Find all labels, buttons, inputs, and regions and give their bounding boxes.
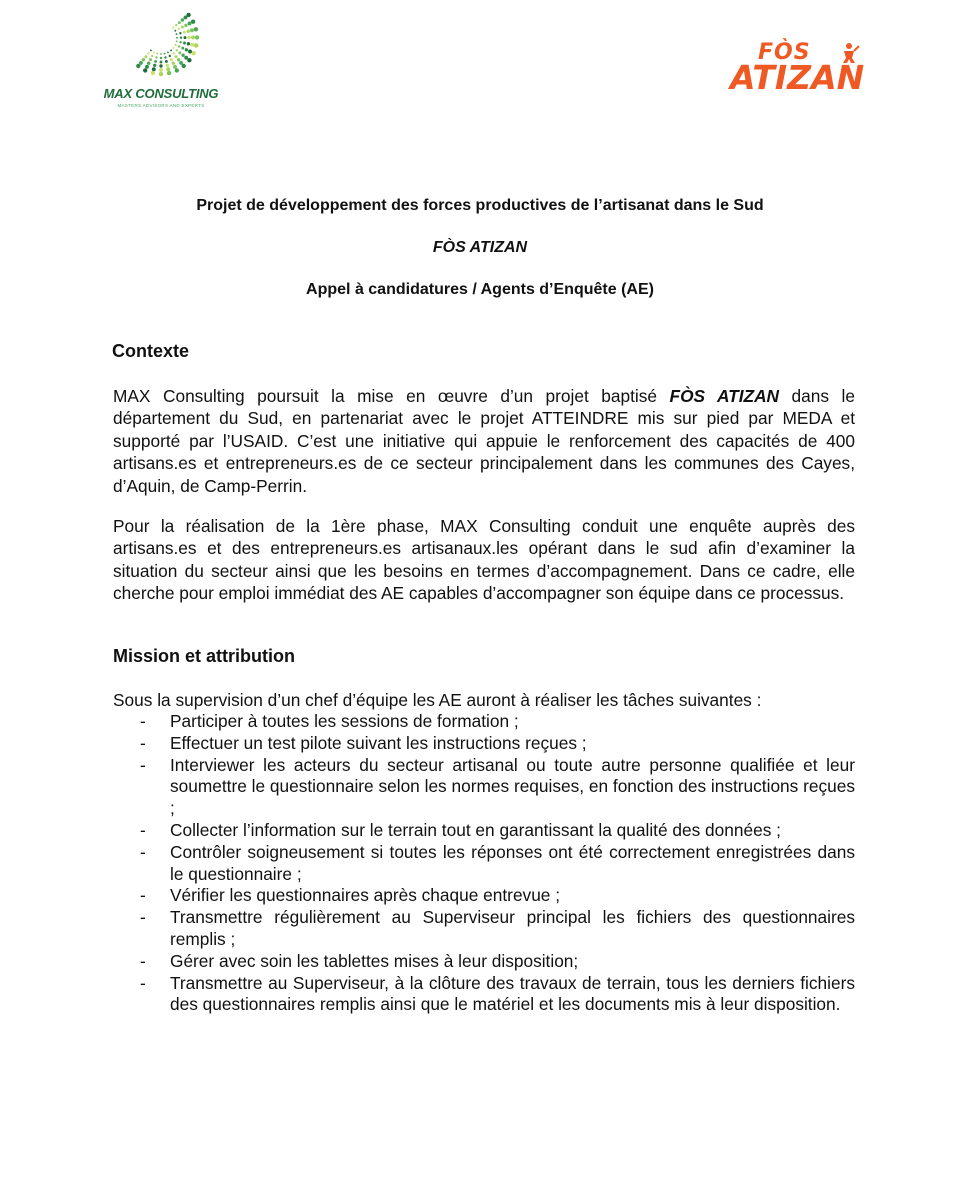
logo-dot <box>191 20 195 24</box>
logo-dot <box>184 36 187 39</box>
logo-dot <box>180 37 182 39</box>
mission-heading: Mission et attribution <box>113 646 295 666</box>
task-text: Transmettre au Superviseur, à la clôture des travaux de terrain, tous les derniers fichiers des questionnaires remplis ainsi que le matériel et les documents mis à leur disposition. <box>170 972 855 1015</box>
logo-dot <box>176 49 178 51</box>
logo-dot <box>166 64 169 67</box>
task-text: Vérifier les questionnaires après chaque entrevue ; <box>170 885 561 906</box>
logo-dot <box>190 28 194 32</box>
logo-dot <box>139 61 143 65</box>
logo-dot <box>176 37 178 39</box>
logo-dot <box>153 64 156 67</box>
logo-dot <box>191 35 195 39</box>
call-title: Appel à candidatures / Agents d’Enquête (AE) <box>306 281 654 298</box>
logo-dot <box>181 26 184 29</box>
logo-dot <box>184 56 188 60</box>
bullet-dash: - <box>140 907 146 928</box>
fos-atizan-logo-line1: FÒS <box>758 40 811 65</box>
logo-dot <box>175 24 177 26</box>
max-consulting-logo <box>96 4 226 108</box>
task-text: Participer à toutes les sessions de formation ; <box>170 711 519 731</box>
logo-dot <box>155 56 157 58</box>
logo-dot <box>145 65 149 69</box>
logo-dot <box>143 68 147 72</box>
bullet-dash: - <box>140 754 146 775</box>
logo-dot <box>165 60 168 63</box>
logo-dot <box>159 68 163 72</box>
logo-dot <box>184 15 188 19</box>
task-item <box>113 951 855 973</box>
logo-dot <box>160 57 162 59</box>
logo-dot <box>178 51 181 54</box>
logo-dot <box>190 43 194 47</box>
logo-dot <box>179 41 181 43</box>
task-text: Gérer avec soin les tablettes mises à leur disposition; <box>170 950 579 971</box>
task-item <box>113 907 855 951</box>
logo-dot <box>191 51 195 55</box>
logo-dot <box>166 67 170 71</box>
task-item <box>113 820 855 842</box>
task-list <box>113 711 855 1016</box>
logo-dot <box>172 52 174 54</box>
logo-dot <box>170 58 173 61</box>
logo-dot <box>181 47 184 50</box>
task-item <box>113 973 855 1017</box>
logo-dot <box>154 60 157 63</box>
logo-dot <box>160 61 163 64</box>
context-p1-end: dans le département du Sud, en partenariat avec le projet ATTEINDRE mis sur pied par MEDA et supporté par l’USAID. C’est une initiative qui appuie le renforcement des capacités de 400 artisans.es et entrepreneurs.es de ce secteur principalement dans les communes des Cayes, d’Aquin, de Camp-Perrin. <box>113 386 856 496</box>
max-consulting-brand: MAX CONSULTING <box>103 86 219 101</box>
context-p1-emphasis: FÒS ATIZAN <box>669 386 780 406</box>
logo-dot <box>164 56 166 58</box>
context-heading: Contexte <box>112 341 190 361</box>
artisan-figure-icon <box>838 42 860 64</box>
max-consulting-tagline: MASTERS ADVISORS AND EXPERTS <box>117 103 205 108</box>
logo-dot <box>167 51 169 53</box>
bullet-dash: - <box>140 732 146 753</box>
logo-dot <box>179 32 181 34</box>
logo-dot <box>179 61 183 65</box>
logo-dot <box>172 62 175 65</box>
logo-dot <box>151 55 153 57</box>
logo-dot <box>164 53 166 55</box>
logo-dot <box>175 68 179 72</box>
context-paragraph-1 <box>113 385 855 497</box>
logo-dot <box>187 30 190 33</box>
logo-dot <box>151 71 155 75</box>
logo-dot <box>172 27 174 29</box>
logo-dot <box>178 45 180 47</box>
dots-swirl-icon <box>116 4 206 84</box>
logo-dot <box>167 71 171 75</box>
task-item <box>113 733 855 755</box>
logo-dot <box>188 22 192 26</box>
logo-dot <box>178 28 180 30</box>
project-title: Projet de développement des forces productives de l’artisanat dans le Sud <box>196 197 764 214</box>
logo-dot <box>183 42 186 45</box>
task-text: Interviewer les acteurs du secteur artisanal ou toute autre personne qualifiée et leur soumettre le questionnaire selon les normes requises, en fonction des instructions reçues ; <box>170 754 855 819</box>
logo-dot <box>195 35 199 39</box>
context-paragraph-2: Pour la réalisation de la 1ère phase, MAX Consulting conduit une enquête auprès des artisans.es et des entrepreneurs.es artisanaux.les opérant dans le sud afin d’examiner la situation du secteur ainsi que les besoins en termes d’accompagnement. Dans ce cadre, elle cherche pour emploi immédiat des AE capables d’accompagner son équipe dans ce processus. <box>113 516 855 604</box>
task-item <box>113 842 855 886</box>
mission-intro: Sous la supervision d’un chef d’équipe les AE auront à réaliser les tâches suivantes : <box>113 690 762 710</box>
logo-dot <box>153 51 155 53</box>
logo-dot <box>144 55 147 58</box>
logo-dot <box>173 47 175 49</box>
logo-dot <box>159 64 162 67</box>
task-text: Transmettre régulièrement au Superviseur principal les fichiers des questionnaires remplis ; <box>170 907 855 949</box>
logo-dot <box>194 43 198 47</box>
logo-dot <box>152 67 156 71</box>
logo-dot <box>184 24 187 27</box>
logo-dot <box>188 50 192 54</box>
logo-dot <box>169 55 171 57</box>
logo-dot <box>176 33 178 35</box>
logo-dot <box>176 40 178 42</box>
bullet-dash: - <box>140 819 146 840</box>
fos-atizan-logo-line2: ATIZAN <box>730 58 865 97</box>
bullet-dash: - <box>140 972 146 993</box>
task-text: Collecter l’information sur le terrain tout en garantissant la qualité des données ; <box>170 819 781 840</box>
context-p1-start: MAX Consulting poursuit la mise en œuvre d’un projet baptisé <box>113 386 670 406</box>
document-header <box>0 196 960 300</box>
logo-dot <box>187 36 190 39</box>
logo-dot <box>160 53 162 55</box>
logo-dot <box>183 31 186 34</box>
logo-dot <box>181 18 184 21</box>
logo-dot <box>177 58 180 61</box>
bullet-dash: - <box>140 711 146 731</box>
logo-dot <box>149 58 152 61</box>
task-text: Contrôler soigneusement si toutes les réponses ont été correctement enregistrées dans le questionnaire ; <box>170 841 855 884</box>
logo-dot <box>142 58 145 61</box>
logo-dot <box>147 52 149 54</box>
logo-dot <box>170 49 172 51</box>
logo-dot <box>147 62 150 65</box>
logo-dot <box>173 65 177 69</box>
project-subtitle: FÒS ATIZAN <box>432 239 528 256</box>
task-item <box>113 885 855 907</box>
task-item <box>113 755 855 820</box>
logo-dot <box>194 27 198 31</box>
fos-atizan-logo <box>728 40 868 100</box>
bullet-dash: - <box>140 841 146 862</box>
logo-dot <box>175 55 178 58</box>
bullet-dash: - <box>140 950 146 971</box>
logo-dot <box>159 72 163 76</box>
logo-dot <box>156 53 158 55</box>
logo-dot <box>175 44 177 46</box>
task-text: Effectuer un test pilote suivant les instructions reçues ; <box>170 732 587 753</box>
logo-dot <box>178 21 181 24</box>
logo-dot <box>174 30 176 32</box>
task-item <box>113 711 855 733</box>
logo-dot <box>150 49 152 51</box>
bullet-dash: - <box>140 885 146 906</box>
logo-dot <box>187 42 190 45</box>
logo-dot <box>185 48 188 51</box>
logo-dot <box>181 54 184 57</box>
